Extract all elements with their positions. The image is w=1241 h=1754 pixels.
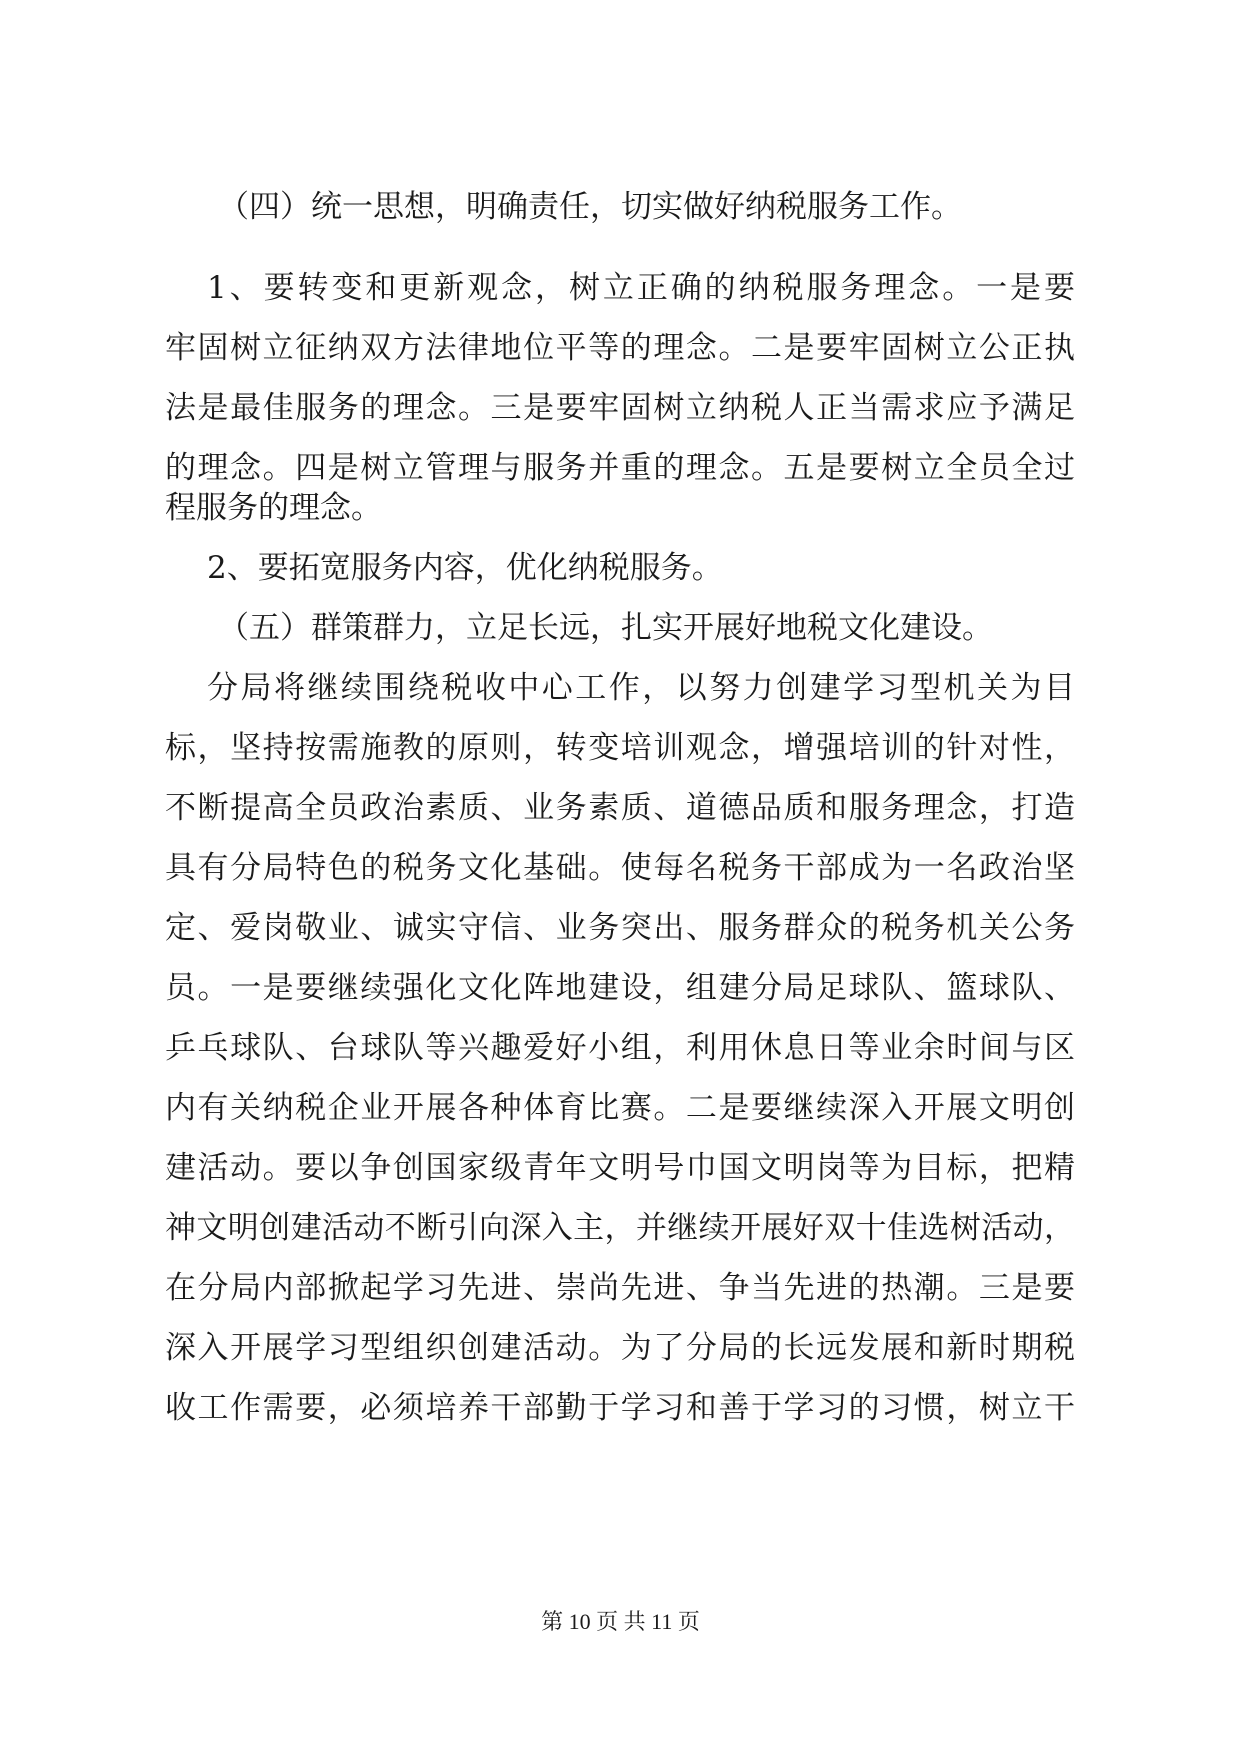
paragraph-line: 在分局内部掀起学习先进、崇尚先进、争当先进的热潮。三是要	[165, 1270, 1075, 1306]
paragraph-line: 定、爱岗敬业、诚实守信、业务突出、服务群众的税务机关公务	[165, 910, 1075, 946]
section-heading-4: （四）统一思想，明确责任，切实做好纳税服务工作。	[218, 189, 962, 225]
paragraph-line: 神文明创建活动不断引向深入主，并继续开展好双十佳选树活动，	[165, 1210, 1075, 1246]
paragraph-line: 标，坚持按需施教的原则，转变培训观念，增强培训的针对性，	[165, 730, 1075, 766]
section-heading-5: （五）群策群力，立足长远，扎实开展好地税文化建设。	[218, 610, 993, 646]
paragraph-line: 分局将继续围绕税收中心工作，以努力创建学习型机关为目	[207, 670, 1075, 706]
paragraph-line: 1、要转变和更新观念，树立正确的纳税服务理念。一是要	[207, 270, 1075, 306]
paragraph-line: 乒乓球队、台球队等兴趣爱好小组，利用休息日等业余时间与区	[165, 1030, 1075, 1066]
paragraph-line: 内有关纳税企业开展各种体育比赛。二是要继续深入开展文明创	[165, 1090, 1075, 1126]
paragraph-line: 程服务的理念。	[165, 490, 382, 526]
paragraph-line: 不断提高全员政治素质、业务素质、道德品质和服务理念，打造	[165, 790, 1075, 826]
paragraph-line: 的理念。四是树立管理与服务并重的理念。五是要树立全员全过	[165, 450, 1075, 486]
paragraph-line: 深入开展学习型组织创建活动。为了分局的长远发展和新时期税	[165, 1330, 1075, 1366]
paragraph-line: 建活动。要以争创国家级青年文明号巾国文明岗等为目标，把精	[165, 1150, 1075, 1186]
page-footer: 第 10 页 共 11 页	[541, 1609, 700, 1634]
paragraph-line: 具有分局特色的税务文化基础。使每名税务干部成为一名政治坚	[165, 850, 1075, 886]
paragraph-line: 收工作需要，必须培养干部勤于学习和善于学习的习惯，树立干	[165, 1390, 1075, 1426]
paragraph-line: 员。一是要继续强化文化阵地建设，组建分局足球队、篮球队、	[165, 970, 1075, 1006]
paragraph-line: 2、要拓宽服务内容，优化纳税服务。	[207, 550, 723, 586]
paragraph-line: 牢固树立征纳双方法律地位平等的理念。二是要牢固树立公正执	[165, 330, 1075, 366]
paragraph-line: 法是最佳服务的理念。三是要牢固树立纳税人正当需求应予满足	[165, 390, 1075, 426]
